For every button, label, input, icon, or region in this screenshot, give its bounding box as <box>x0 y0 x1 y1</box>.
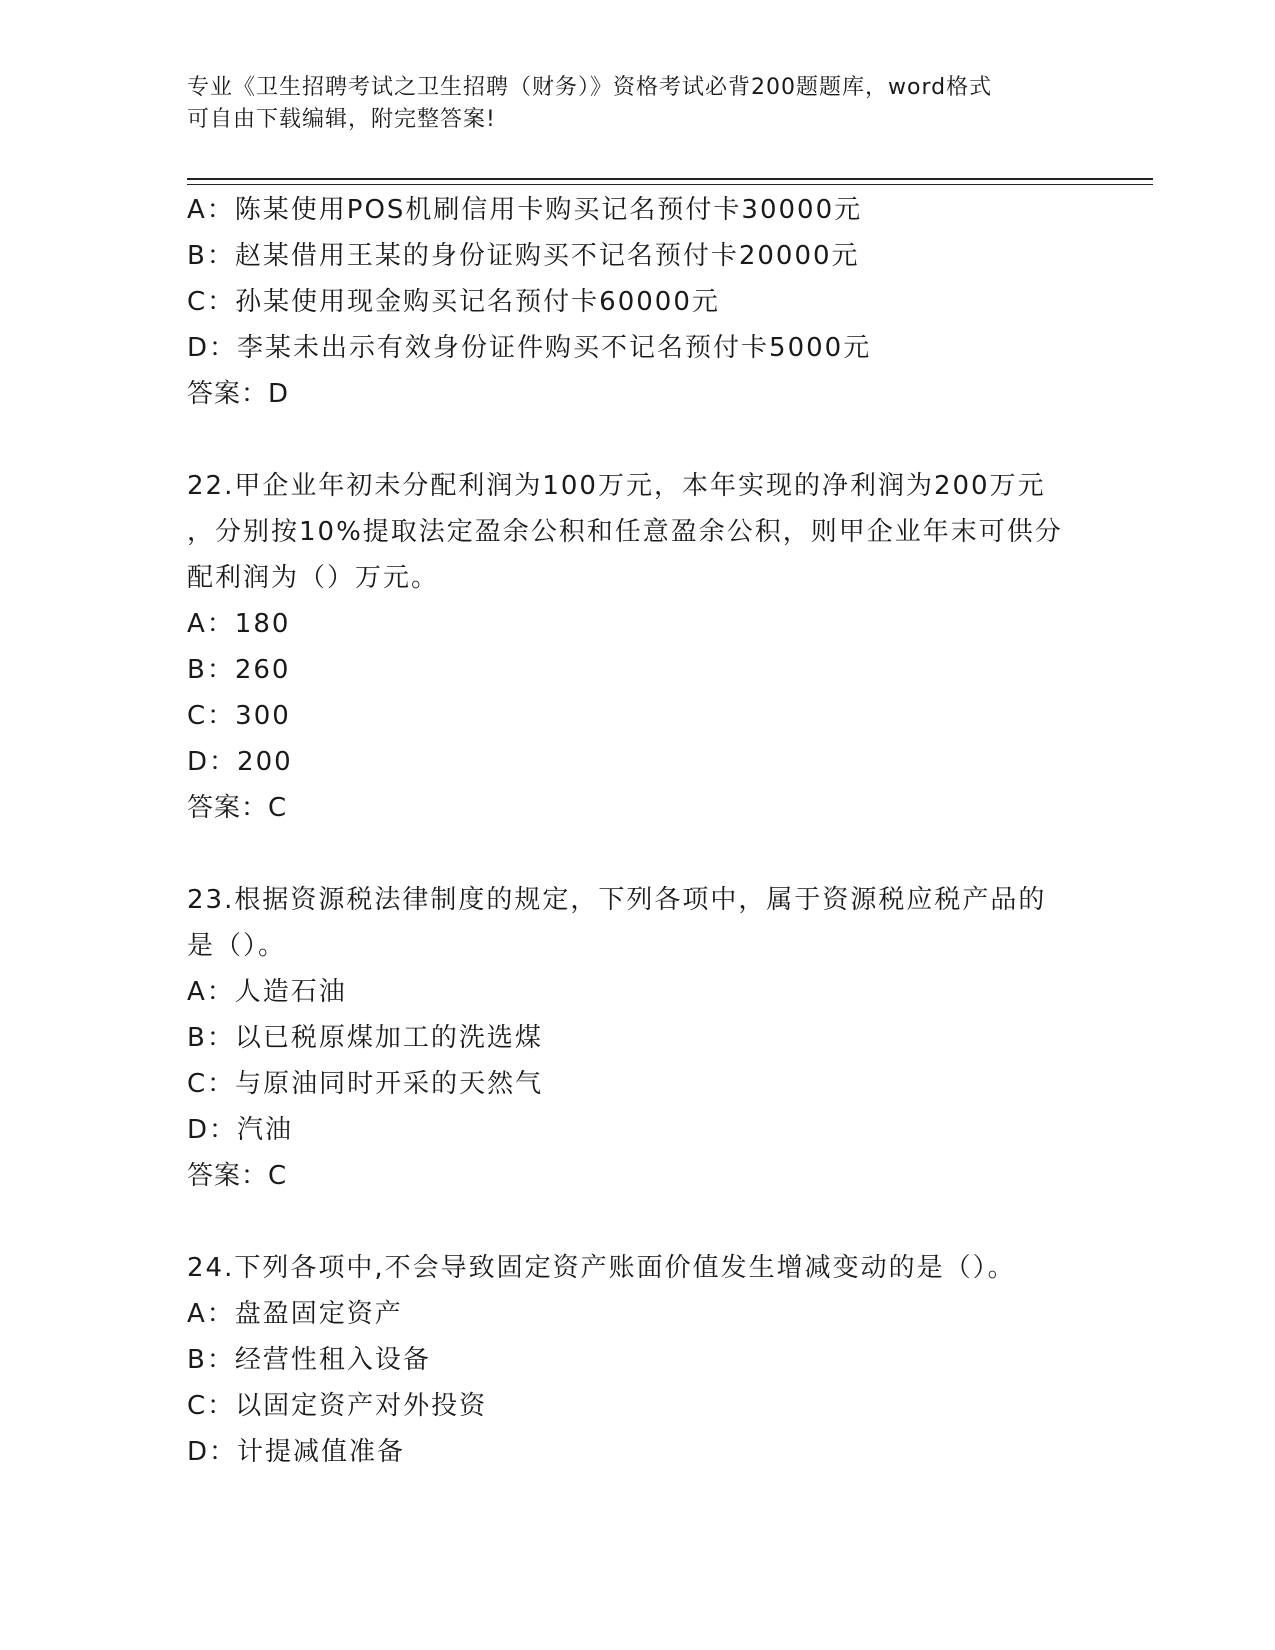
option-b: B：经营性租入设备 <box>187 1345 431 1375</box>
option-a: A：陈某使用POS机刷信用卡购买记名预付卡30000元 <box>187 195 863 225</box>
header-title-line-1: 专业《卫生招聘考试之卫生招聘（财务）》资格考试必背200题题库，word格式 <box>187 75 993 100</box>
option-b: B：以已税原煤加工的洗选煤 <box>187 1023 543 1053</box>
question-stem-line: 24.下列各项中,不会导致固定资产账面价值发生增减变动的是（）。 <box>187 1253 1016 1283</box>
spacer <box>187 1199 1087 1245</box>
option-b: B：赵某借用王某的身份证购买不记名预付卡20000元 <box>187 241 860 271</box>
question-stem-line: 22.甲企业年初未分配利润为100万元，本年实现的净利润为200万元 <box>187 471 1046 501</box>
option-d: D：汽油 <box>187 1115 294 1145</box>
document-header <box>187 72 1067 136</box>
question-list <box>187 187 1087 1475</box>
option-c: C：以固定资产对外投资 <box>187 1391 488 1421</box>
header-title-line-2: 可自由下载编辑，附完整答案! <box>187 107 496 132</box>
option-c: C：孙某使用现金购买记名预付卡60000元 <box>187 287 720 317</box>
option-c: C：与原油同时开采的天然气 <box>187 1069 544 1099</box>
option-d: D：李某未出示有效身份证件购买不记名预付卡5000元 <box>187 333 872 363</box>
question-stem-line: 配利润为（）万元。 <box>187 563 440 593</box>
option-d: D：计提减值准备 <box>187 1437 406 1467</box>
answer: 答案：D <box>187 379 290 409</box>
header-divider-thin <box>187 184 1153 185</box>
question-24 <box>187 1245 1087 1475</box>
answer: 答案：C <box>187 793 288 823</box>
option-b: B：260 <box>187 655 291 685</box>
answer: 答案：C <box>187 1161 288 1191</box>
question-22 <box>187 463 1087 831</box>
question-stem-line: 23.根据资源税法律制度的规定，下列各项中，属于资源税应税产品的 <box>187 885 1047 915</box>
option-a: A：180 <box>187 609 291 639</box>
option-c: C：300 <box>187 701 291 731</box>
spacer <box>187 417 1087 463</box>
option-d: D：200 <box>187 747 293 777</box>
option-a: A：盘盈固定资产 <box>187 1299 403 1329</box>
question-21 <box>187 187 1087 417</box>
question-stem-line: 是（）。 <box>187 931 287 961</box>
option-a: A：人造石油 <box>187 977 347 1007</box>
question-23 <box>187 877 1087 1199</box>
header-divider-thick <box>187 178 1153 180</box>
question-stem-line: ，分别按10%提取法定盈余公积和任意盈余公积，则甲企业年末可供分 <box>187 517 1063 547</box>
spacer <box>187 831 1087 877</box>
